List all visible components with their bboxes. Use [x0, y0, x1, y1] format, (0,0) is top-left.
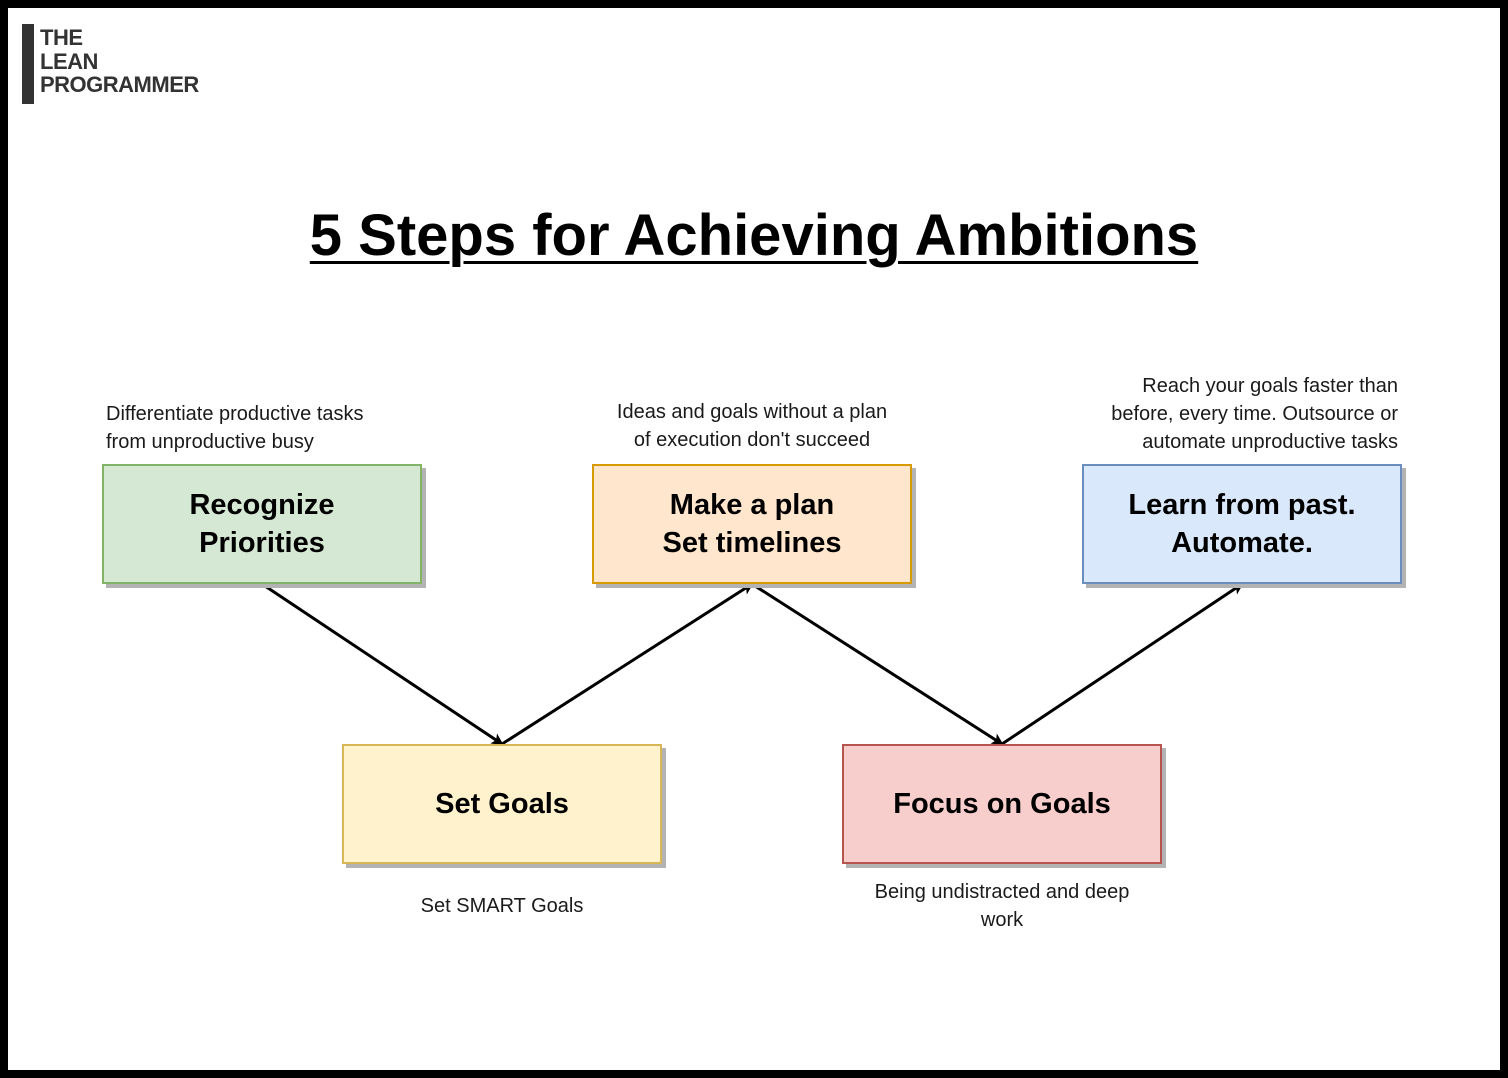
- step-note-learn-from-past: Reach your goals faster than before, every time. Outsource or automate unproductive tasks: [1111, 375, 1398, 453]
- step-box-learn-from-past: Learn from past. Automate.: [1082, 464, 1402, 584]
- arrow-step1-to-step2: [262, 584, 502, 744]
- step-note-set-goals: Set SMART Goals: [420, 895, 584, 917]
- step-box-set-goals: Set Goals: [342, 744, 662, 864]
- diagram-canvas: [8, 8, 1500, 1070]
- arrow-step4-to-step5: [1002, 584, 1242, 744]
- diagram-title: 5 Steps for Achieving Ambitions: [309, 203, 1199, 268]
- step-note-focus-on-goals: Being undistracted and deep work: [874, 881, 1130, 931]
- step-note-recognize-priorities: Differentiate productive tasks from unproductive busy: [106, 403, 364, 453]
- step-box-make-a-plan: Make a plan Set timelines: [592, 464, 912, 584]
- step-note-make-a-plan: Ideas and goals without a plan of execution don't succeed: [616, 401, 888, 451]
- arrow-step2-to-step3: [502, 584, 752, 744]
- step-box-recognize-priorities: Recognize Priorities: [102, 464, 422, 584]
- step-box-focus-on-goals: Focus on Goals: [842, 744, 1162, 864]
- logo-text: THE LEAN PROGRAMMER: [40, 25, 199, 97]
- arrow-step3-to-step4: [752, 584, 1002, 744]
